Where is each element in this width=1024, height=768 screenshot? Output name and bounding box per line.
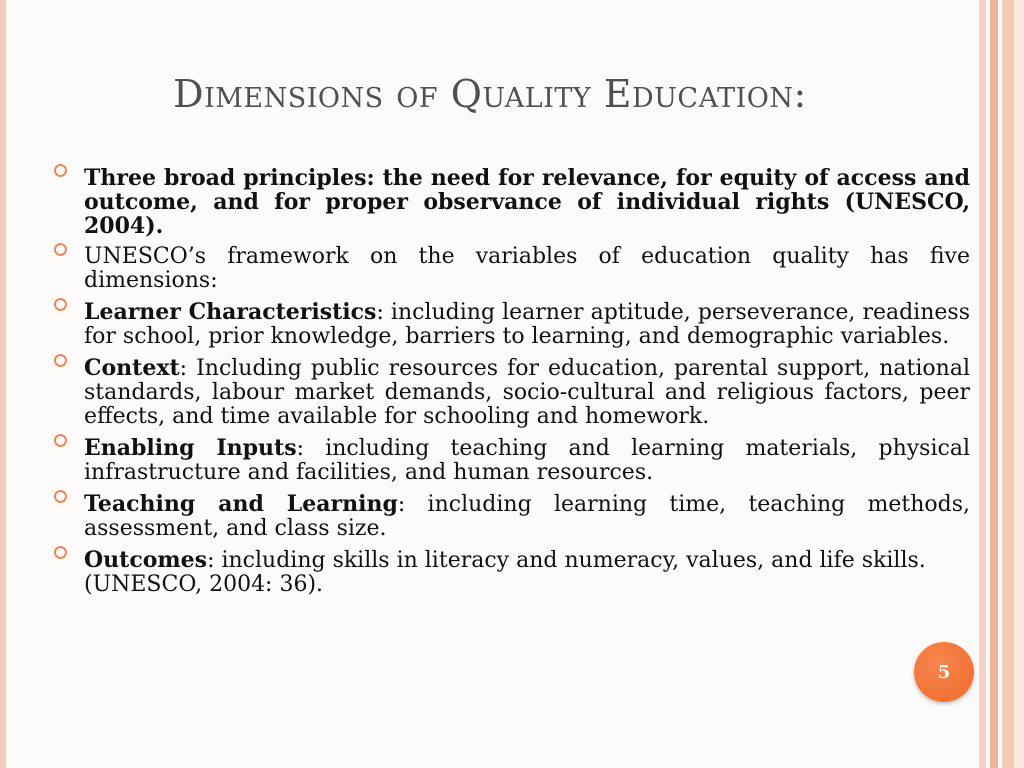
list-item — [52, 356, 970, 429]
list-item — [52, 245, 970, 293]
circle-bullet-icon — [54, 434, 67, 447]
item-text: UNESCO’s framework on the variables of education quality has five dimensions: — [84, 244, 970, 293]
item-text: : Including public resources for education, parental support, national standards, labour market demands, socio-cultural and religious factors, peer effects, and time available for schooling and homework. — [84, 356, 970, 429]
page-number-badge: 5 — [914, 642, 974, 702]
item-term: Context — [84, 355, 180, 381]
list-item — [52, 436, 970, 485]
list-item — [52, 548, 970, 597]
item-term: Enabling Inputs — [84, 435, 297, 461]
item-term: Outcomes — [84, 547, 208, 573]
item-text: : including teaching and learning materials, physical infrastructure and facilities, and human resources. — [84, 436, 970, 485]
bullet-list — [52, 166, 970, 604]
list-item — [52, 300, 970, 349]
slide-title: Dimensions of Quality Education: — [173, 72, 807, 116]
item-text: : including learner aptitude, perseverance, readiness for school, prior knowledge, barriers to learning, and demographic variables. — [84, 300, 970, 349]
item-text: Three broad principles: the need for relevance, for equity of access and outcome, and for proper observance of individual rights (UNESCO, 2004). — [84, 165, 970, 239]
circle-bullet-icon — [54, 490, 67, 503]
circle-bullet-icon — [54, 546, 67, 559]
item-text: : including learning time, teaching methods, assessment, and class size. — [84, 492, 971, 541]
circle-bullet-icon — [54, 354, 67, 367]
item-text: : including skills in literacy and numeracy, values, and life skills. — [207, 548, 926, 573]
circle-bullet-icon — [54, 164, 67, 177]
list-item — [52, 492, 970, 541]
item-term: Learner Characteristics — [84, 299, 377, 325]
list-item — [52, 166, 970, 238]
right-frame-stripes — [980, 0, 1024, 768]
circle-bullet-icon — [54, 243, 67, 256]
item-term: Teaching and Learning — [84, 491, 398, 517]
item-citation: (UNESCO, 2004: 36). — [84, 572, 324, 597]
circle-bullet-icon — [54, 298, 67, 311]
